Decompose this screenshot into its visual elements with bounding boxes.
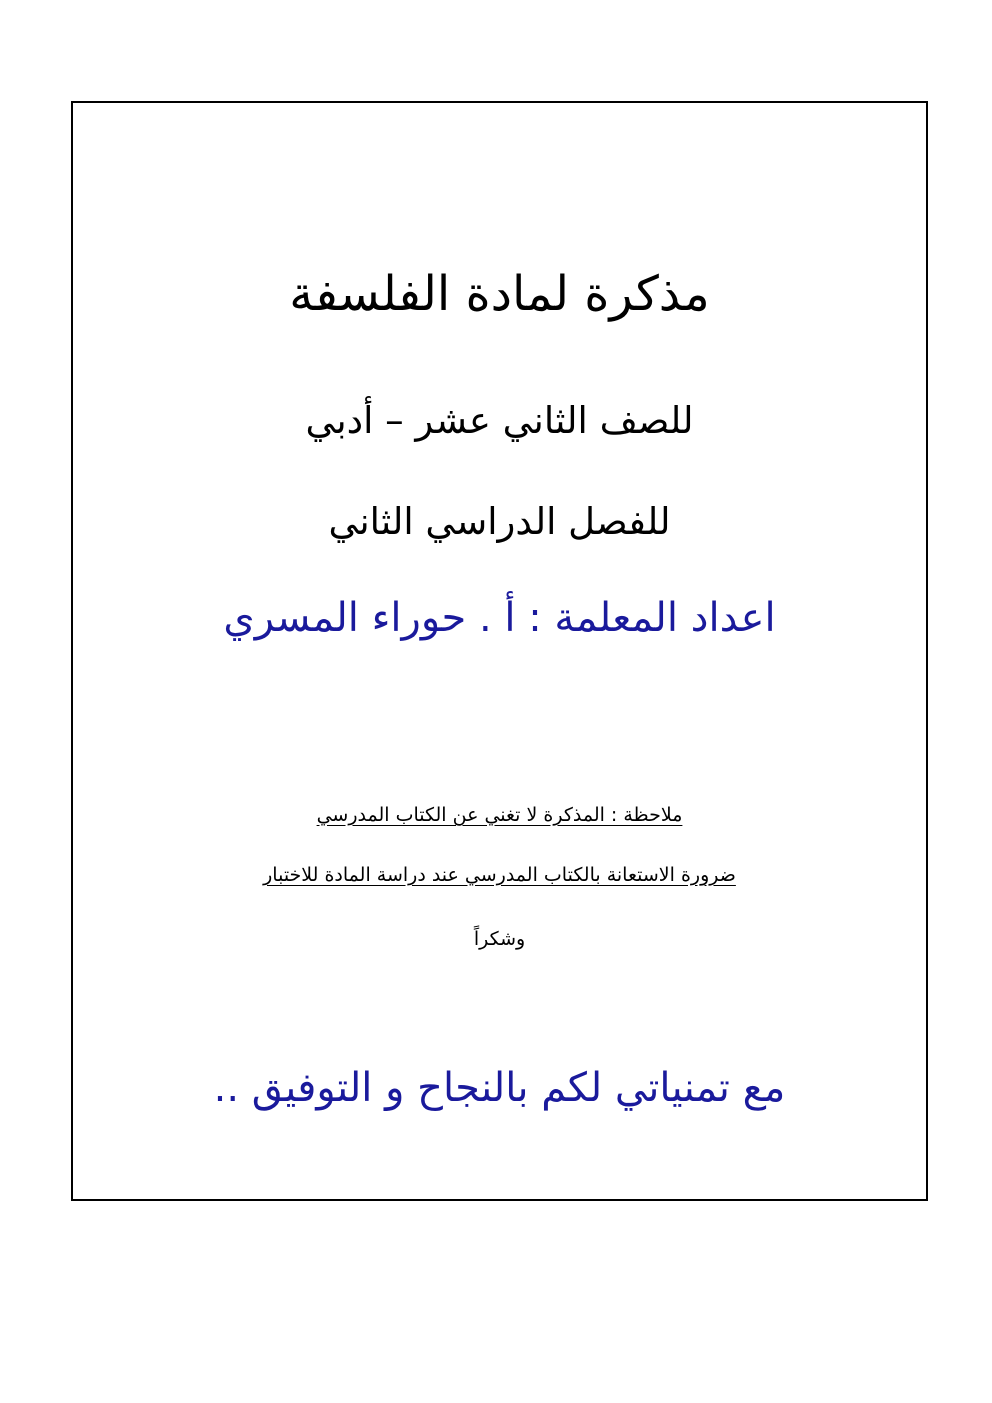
- author-credit: اعداد المعلمة : أ . حوراء المسري: [223, 595, 776, 641]
- thanks-text: وشكراً: [473, 928, 526, 950]
- note-line-1-text: ملاحظة : المذكرة لا تغني عن الكتاب المدرسي: [316, 804, 683, 826]
- closing-wishes: مع تمنياتي لكم بالنجاح و التوفيق ..: [213, 1065, 786, 1111]
- note-line-2-text: ضرورة الاستعانة بالكتاب المدرسي عند دراسة المادة للاختبار: [263, 864, 736, 886]
- semester: للفصل الدراسي الثاني: [328, 500, 671, 543]
- note-line-2: [71, 866, 928, 885]
- document-title: مذكرة لمادة الفلسفة: [289, 266, 710, 322]
- grade-level: للصف الثاني عشر – أدبي: [305, 399, 694, 442]
- note-line-1: [71, 806, 928, 825]
